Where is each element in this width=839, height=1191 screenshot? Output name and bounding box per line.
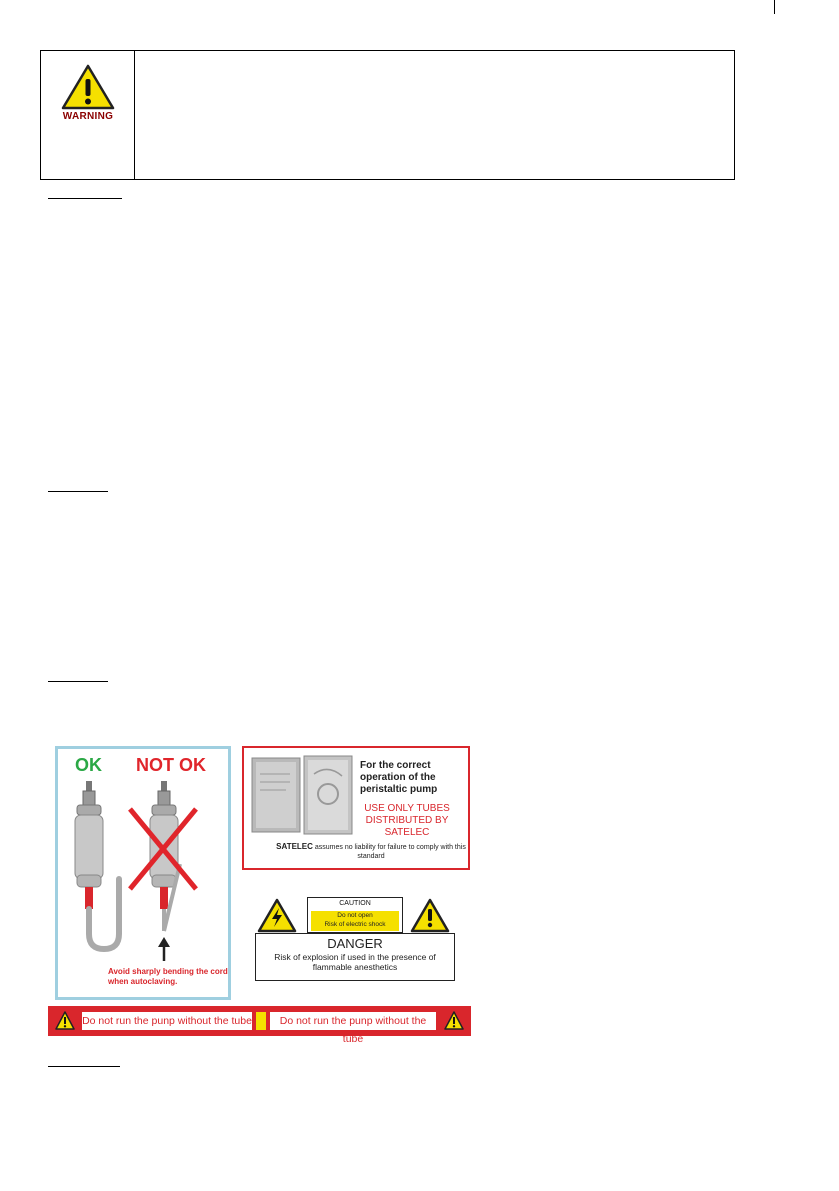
danger-title: DANGER: [327, 936, 383, 951]
cord-bending-panel: [55, 746, 231, 1000]
caution-box: [307, 897, 403, 933]
avoid-bending-caption: Avoid sharply bending the cord when autoclaving.: [108, 967, 228, 986]
liability-text: [276, 842, 466, 861]
caution-warning-strip: [311, 911, 399, 931]
banner-separator: [256, 1012, 266, 1030]
use-only-tubes-text: USE ONLY TUBES DISTRIBUTED BY SATELEC: [364, 803, 450, 838]
tubes-title: For the correct operation of the peristaltic pump: [360, 760, 438, 795]
section-heading-underline-2: [48, 491, 108, 492]
ok-handpiece-icon: [75, 781, 119, 949]
warning-divider: [134, 51, 135, 179]
caution-title: CAUTION: [339, 900, 371, 907]
section-heading-underline-4: [48, 1066, 120, 1067]
banner-warning-icon-right: [443, 1010, 465, 1032]
banner-warning-icon-left: [54, 1010, 76, 1032]
arrow-up-icon: [158, 937, 170, 961]
section-heading-underline-1: [48, 198, 122, 199]
caution-line-1: Do not open: [337, 912, 373, 919]
electric-hazard-icon: [257, 898, 297, 934]
page-corner-mark: [774, 0, 775, 14]
warning-box: [40, 50, 735, 180]
brand-name: SATELEC: [276, 842, 313, 851]
pump-warning-banner: [48, 1006, 471, 1045]
warning-triangle-icon: [53, 63, 123, 113]
banner-text-right: Do not run the punp without the tube: [270, 1012, 436, 1030]
tubes-notice-panel: [242, 746, 470, 870]
ok-label: OK: [75, 755, 102, 775]
tube-packages-image: [250, 754, 356, 838]
section-heading-underline-3: [48, 681, 108, 682]
not-ok-label: NOT OK: [136, 755, 206, 775]
warning-triangle-icon-danger: [410, 898, 450, 934]
caution-line-2: Risk of electric shock: [324, 921, 386, 928]
danger-box: [255, 933, 455, 981]
danger-text: Risk of explosion if used in the presence of flammable anesthetics: [274, 952, 436, 972]
handpiece-illustration: [58, 749, 228, 997]
warning-label: WARNING: [62, 111, 114, 122]
liability-sentence: assumes no liability for failure to comply with this standard: [314, 844, 466, 860]
banner-text-left: Do not run the punp without the tube: [82, 1012, 252, 1030]
